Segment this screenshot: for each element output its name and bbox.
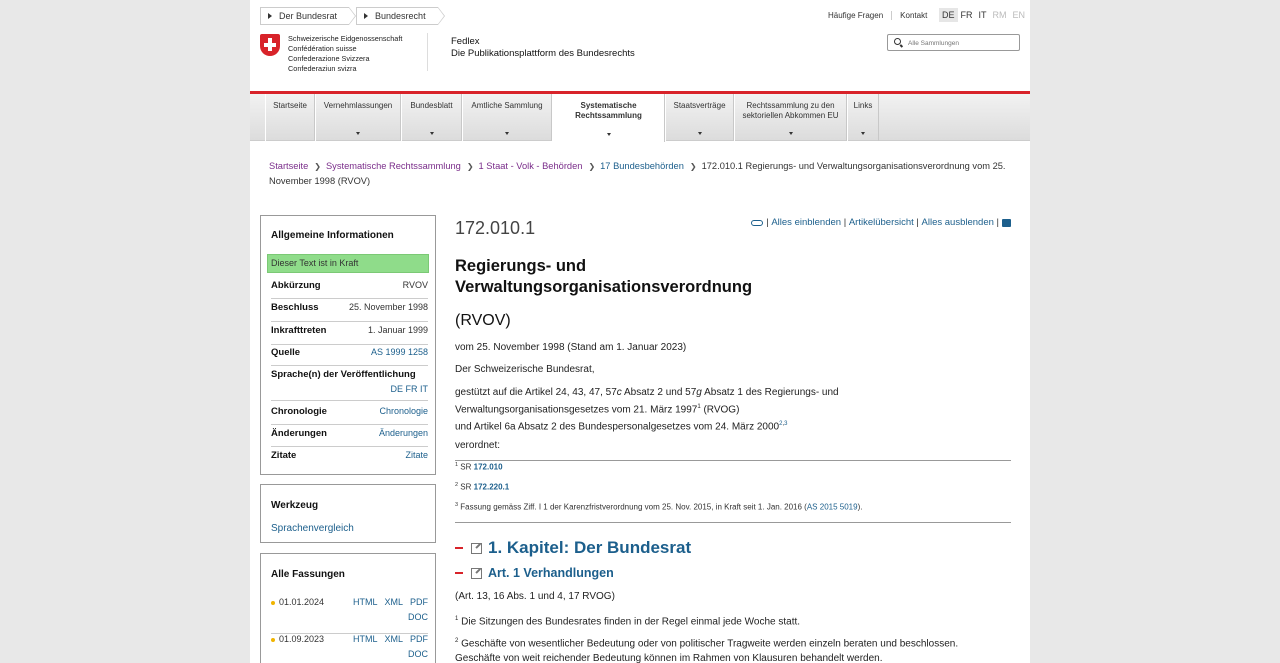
- nav-systematische-rechtssammlung[interactable]: [552, 94, 665, 142]
- expand-all-link[interactable]: Alles einblenden: [771, 217, 842, 228]
- search-input[interactable]: [908, 37, 1016, 49]
- status-dot-icon: [271, 638, 275, 642]
- basis-text: Absatz 2 und 57: [621, 387, 697, 398]
- info-label: Inkrafttreten: [271, 325, 327, 336]
- document-date: vom 25. November 1998 (Stand am 1. Januar 2023): [455, 342, 687, 353]
- fedlex-brand[interactable]: [451, 36, 635, 60]
- info-label: Sprache(n) der Veröffentlichung: [271, 369, 416, 380]
- breadcrumb-current: 172.010.1 Regierungs- und Verwaltungsorganisationsverordnung vom 25. November 1998 (RVOV): [269, 161, 1006, 186]
- nav-rechtssammlung-eu[interactable]: [734, 94, 847, 141]
- footnote-1: [455, 462, 503, 472]
- footnote-ref[interactable]: 1: [697, 404, 701, 410]
- lang-it[interactable]: IT: [978, 10, 987, 20]
- version-row: [271, 634, 428, 663]
- tab-label: Bundesrecht: [375, 11, 426, 21]
- info-value: RVOV: [402, 280, 428, 290]
- basis-text: gestützt auf die Artikel 24, 43, 47, 57: [455, 387, 617, 398]
- nav-label: Amtliche Sammlung: [471, 101, 543, 110]
- authority-text: Der Schweizerische Bundesrat,: [455, 364, 595, 375]
- info-value: 1. Januar 1999: [367, 325, 428, 335]
- info-value: [405, 450, 428, 460]
- info-row-abbreviation: [271, 280, 428, 299]
- confederation-names: [288, 34, 428, 74]
- panel-title: Alle Fassungen: [271, 569, 345, 580]
- chevron-down-icon: [789, 132, 793, 135]
- link-icon[interactable]: [751, 220, 763, 226]
- footnote-text: Fassung gemäss Ziff. I 1 der Karenzfristverordnung vom 25. Nov. 2015, in Kraft seit 1. Jan. 2016 (: [460, 502, 807, 512]
- in-force-status: Dieser Text ist in Kraft: [267, 254, 429, 273]
- html-link[interactable]: HTML: [352, 597, 378, 607]
- versions-panel: [260, 553, 436, 663]
- basis-text: Verwaltungsorganisationsgesetzes vom 21. März 1997: [455, 404, 698, 416]
- contact-link[interactable]: Kontakt: [891, 11, 935, 20]
- confed-line: Schweizerische Eidgenossenschaft: [288, 34, 403, 43]
- chevron-down-icon: [607, 133, 611, 136]
- breadcrumb: [269, 159, 1009, 189]
- nav-label: Systematische Rechtssammlung: [575, 101, 642, 120]
- breadcrumb-systematische-rechtssammlung[interactable]: Systematische Rechtssammlung: [325, 161, 461, 171]
- version-row: [271, 597, 428, 634]
- basis-text: (RVOG): [700, 404, 740, 416]
- info-value: [391, 384, 429, 394]
- collapse-icon[interactable]: [455, 572, 463, 574]
- basis-text: und Artikel 6a Absatz 2 des Bundespersonalgesetzes vom 24. März 2000: [455, 421, 780, 433]
- paragraph-number: 2: [455, 638, 459, 644]
- info-label: Zitate: [271, 450, 297, 461]
- info-row-languages: [271, 369, 428, 401]
- collapse-all-link[interactable]: Alles ausblenden: [921, 217, 994, 228]
- tools-panel: [260, 484, 436, 543]
- info-row-citations: [271, 450, 428, 469]
- paragraph-number: 1: [455, 616, 459, 622]
- info-row-chronology: [271, 406, 428, 425]
- basis-italic: g: [696, 387, 702, 398]
- language-comparison-link[interactable]: Sprachenvergleich: [271, 523, 354, 534]
- article-heading: [455, 566, 614, 580]
- main-nav: [250, 94, 1030, 141]
- footnote-number: 2: [455, 482, 459, 488]
- document-abbreviation: (RVOV): [455, 312, 511, 329]
- confed-line: Confederazione Svizzera: [288, 54, 370, 63]
- version-formats: [346, 634, 428, 644]
- chevron-down-icon: [505, 132, 509, 135]
- nav-label: Rechtssammlung zu den sektoriellen Abkommen EU: [742, 101, 839, 120]
- collapse-icon[interactable]: [455, 547, 463, 549]
- document-title: Regierungs- und Verwaltungsorganisationsverordnung: [455, 257, 753, 296]
- footnote-link[interactable]: 172.220.1: [473, 482, 510, 492]
- footnote-text: SR: [460, 482, 474, 492]
- paragraph-text: Geschäfte von wesentlicher Bedeutung oder von politischer Tragweite werden einzeln beraten und beschlossen.: [458, 638, 959, 650]
- chapter-heading: [455, 538, 691, 558]
- fedlex-subtitle: Die Publikationsplattform des Bundesrechts: [451, 48, 635, 59]
- breadcrumb-startseite[interactable]: Startseite: [269, 161, 309, 171]
- footnote-3: [455, 502, 862, 512]
- nav-label: Links: [853, 101, 873, 110]
- info-label: Änderungen: [271, 428, 327, 439]
- document-tools: | Alles einblenden | Artikelübersicht | Alles ausblenden |: [751, 217, 1011, 228]
- pdf-link[interactable]: PDF: [410, 597, 428, 607]
- footnote-divider: [455, 460, 1011, 461]
- version-formats: [346, 597, 428, 607]
- chevron-down-icon: [356, 132, 360, 135]
- triangle-right-icon: [364, 13, 368, 19]
- citations-link[interactable]: Zitate: [405, 450, 428, 460]
- lang-fr[interactable]: FR: [960, 10, 973, 20]
- lang-de[interactable]: DE: [939, 8, 958, 22]
- top-crumb-tabs: [260, 7, 438, 25]
- nav-vernehmlassungen[interactable]: [315, 94, 401, 141]
- tab-arrow-inner: [438, 8, 444, 24]
- nav-label: Staatsverträge: [673, 101, 726, 110]
- fedlex-title: Fedlex: [451, 36, 480, 47]
- nav-links[interactable]: [847, 94, 879, 141]
- legal-basis: [455, 385, 1011, 435]
- footnote-link[interactable]: 172.010: [473, 462, 503, 472]
- info-value: [379, 428, 428, 438]
- paragraph-1: [455, 612, 1011, 629]
- nav-amtliche-sammlung[interactable]: [462, 94, 552, 141]
- basis-italic: c: [616, 387, 622, 398]
- info-label: Chronologie: [271, 406, 327, 417]
- nav-label: Vernehmlassungen: [323, 101, 393, 110]
- language-switcher: [939, 8, 1028, 22]
- breadcrumb-separator-icon: ❯: [588, 162, 596, 171]
- info-label: Abkürzung: [271, 280, 321, 291]
- top-links: [820, 11, 935, 20]
- page: [250, 0, 1030, 663]
- footnote-2: [455, 482, 509, 492]
- article-title[interactable]: Art. 1 Verhandlungen: [488, 566, 614, 580]
- doc-link[interactable]: DOC: [408, 649, 428, 659]
- languages-link[interactable]: DE FR IT: [390, 384, 428, 394]
- lang-rm: RM: [992, 10, 1007, 20]
- swiss-flag-icon: [260, 34, 280, 56]
- article-reference: (Art. 13, 16 Abs. 1 und 4, 17 RVOG): [455, 591, 615, 602]
- html-link[interactable]: HTML: [352, 634, 378, 644]
- info-value: [379, 406, 428, 416]
- nav-label: Bundesblatt: [410, 101, 453, 110]
- search-icon[interactable]: [894, 38, 901, 45]
- info-value: 25. November 1998: [348, 302, 428, 312]
- footnote-ref-link[interactable]: 3: [784, 421, 788, 428]
- breadcrumb-separator-icon: ❯: [689, 162, 697, 171]
- lang-en: EN: [1012, 10, 1026, 20]
- version-date: 01.01.2024: [279, 597, 325, 607]
- info-label: Beschluss: [271, 302, 319, 313]
- xml-link[interactable]: XML: [384, 597, 403, 607]
- print-icon[interactable]: [1002, 219, 1011, 227]
- external-link-icon[interactable]: [471, 568, 482, 579]
- general-info-panel: [260, 215, 436, 475]
- article-overview-link[interactable]: Artikelübersicht: [848, 217, 914, 228]
- header-divider: [427, 33, 428, 71]
- sr-number: 172.010.1: [455, 218, 536, 238]
- chevron-down-icon: [430, 132, 434, 135]
- footnote-divider: [455, 522, 1011, 523]
- footnote-link[interactable]: AS 2015 5019: [806, 502, 858, 512]
- basis-text: Absatz 1 des Regierungs- und: [701, 387, 839, 398]
- paragraph-text: Die Sitzungen des Bundesrates finden in der Regel einmal jede Woche statt.: [458, 616, 801, 628]
- panel-title: Werkzeug: [271, 500, 319, 511]
- tab-arrow-inner: [349, 8, 355, 24]
- paragraph-2: [455, 634, 1011, 663]
- footnote-text: ).: [857, 502, 863, 512]
- footnote-text: SR: [460, 462, 474, 472]
- external-link-icon[interactable]: [471, 543, 482, 554]
- confed-line: Confederaziun svizra: [288, 64, 357, 73]
- chevron-down-icon: [698, 132, 702, 135]
- info-row-in-force: [271, 325, 428, 345]
- chronology-link[interactable]: Chronologie: [379, 406, 428, 416]
- breadcrumb-staat-volk-behoerden[interactable]: 1 Staat - Volk - Behörden: [478, 161, 583, 171]
- decree-text: verordnet:: [455, 440, 501, 451]
- info-row-source: [271, 347, 428, 366]
- tab-bundesrecht[interactable]: [356, 7, 438, 25]
- info-row-decision: [271, 302, 428, 322]
- nav-label: Startseite: [273, 101, 307, 110]
- breadcrumb-separator-icon: ❯: [314, 162, 321, 171]
- info-value: [371, 347, 428, 357]
- footnote-number: 3: [455, 502, 459, 508]
- chevron-down-icon: [861, 132, 865, 135]
- pdf-link[interactable]: PDF: [410, 634, 428, 644]
- status-dot-icon: [271, 601, 275, 605]
- footnote-ref[interactable]: 2,3: [779, 421, 788, 428]
- breadcrumb-bundesbehoerden[interactable]: 17 Bundesbehörden: [600, 161, 684, 171]
- faq-link[interactable]: Häufige Fragen: [828, 11, 884, 20]
- nav-startseite[interactable]: [265, 94, 315, 141]
- nav-bundesblatt[interactable]: [401, 94, 462, 141]
- version-date: 01.09.2023: [279, 634, 325, 644]
- footnote-number: 1: [455, 462, 459, 468]
- doc-link[interactable]: DOC: [408, 612, 428, 622]
- search-box: [887, 34, 1020, 51]
- footnote-ref-link[interactable]: 2: [779, 421, 783, 428]
- info-row-changes: [271, 428, 428, 447]
- info-label: Quelle: [271, 347, 301, 358]
- tab-der-bundesrat[interactable]: [260, 7, 349, 25]
- triangle-right-icon: [268, 13, 272, 19]
- changes-link[interactable]: Änderungen: [378, 428, 428, 438]
- xml-link[interactable]: XML: [384, 634, 403, 644]
- panel-title: Allgemeine Informationen: [271, 230, 394, 241]
- nav-staatsvertraege[interactable]: [665, 94, 734, 141]
- paragraph-text: Geschäfte von weit reichender Bedeutung können im Rahmen von Klausuren behandelt werden.: [455, 653, 883, 663]
- source-link[interactable]: AS 1999 1258: [370, 347, 428, 357]
- chapter-title[interactable]: 1. Kapitel: Der Bundesrat: [488, 538, 692, 557]
- breadcrumb-separator-icon: ❯: [466, 162, 474, 171]
- tab-label: Der Bundesrat: [279, 11, 338, 21]
- confed-line: Confédération suisse: [288, 44, 357, 53]
